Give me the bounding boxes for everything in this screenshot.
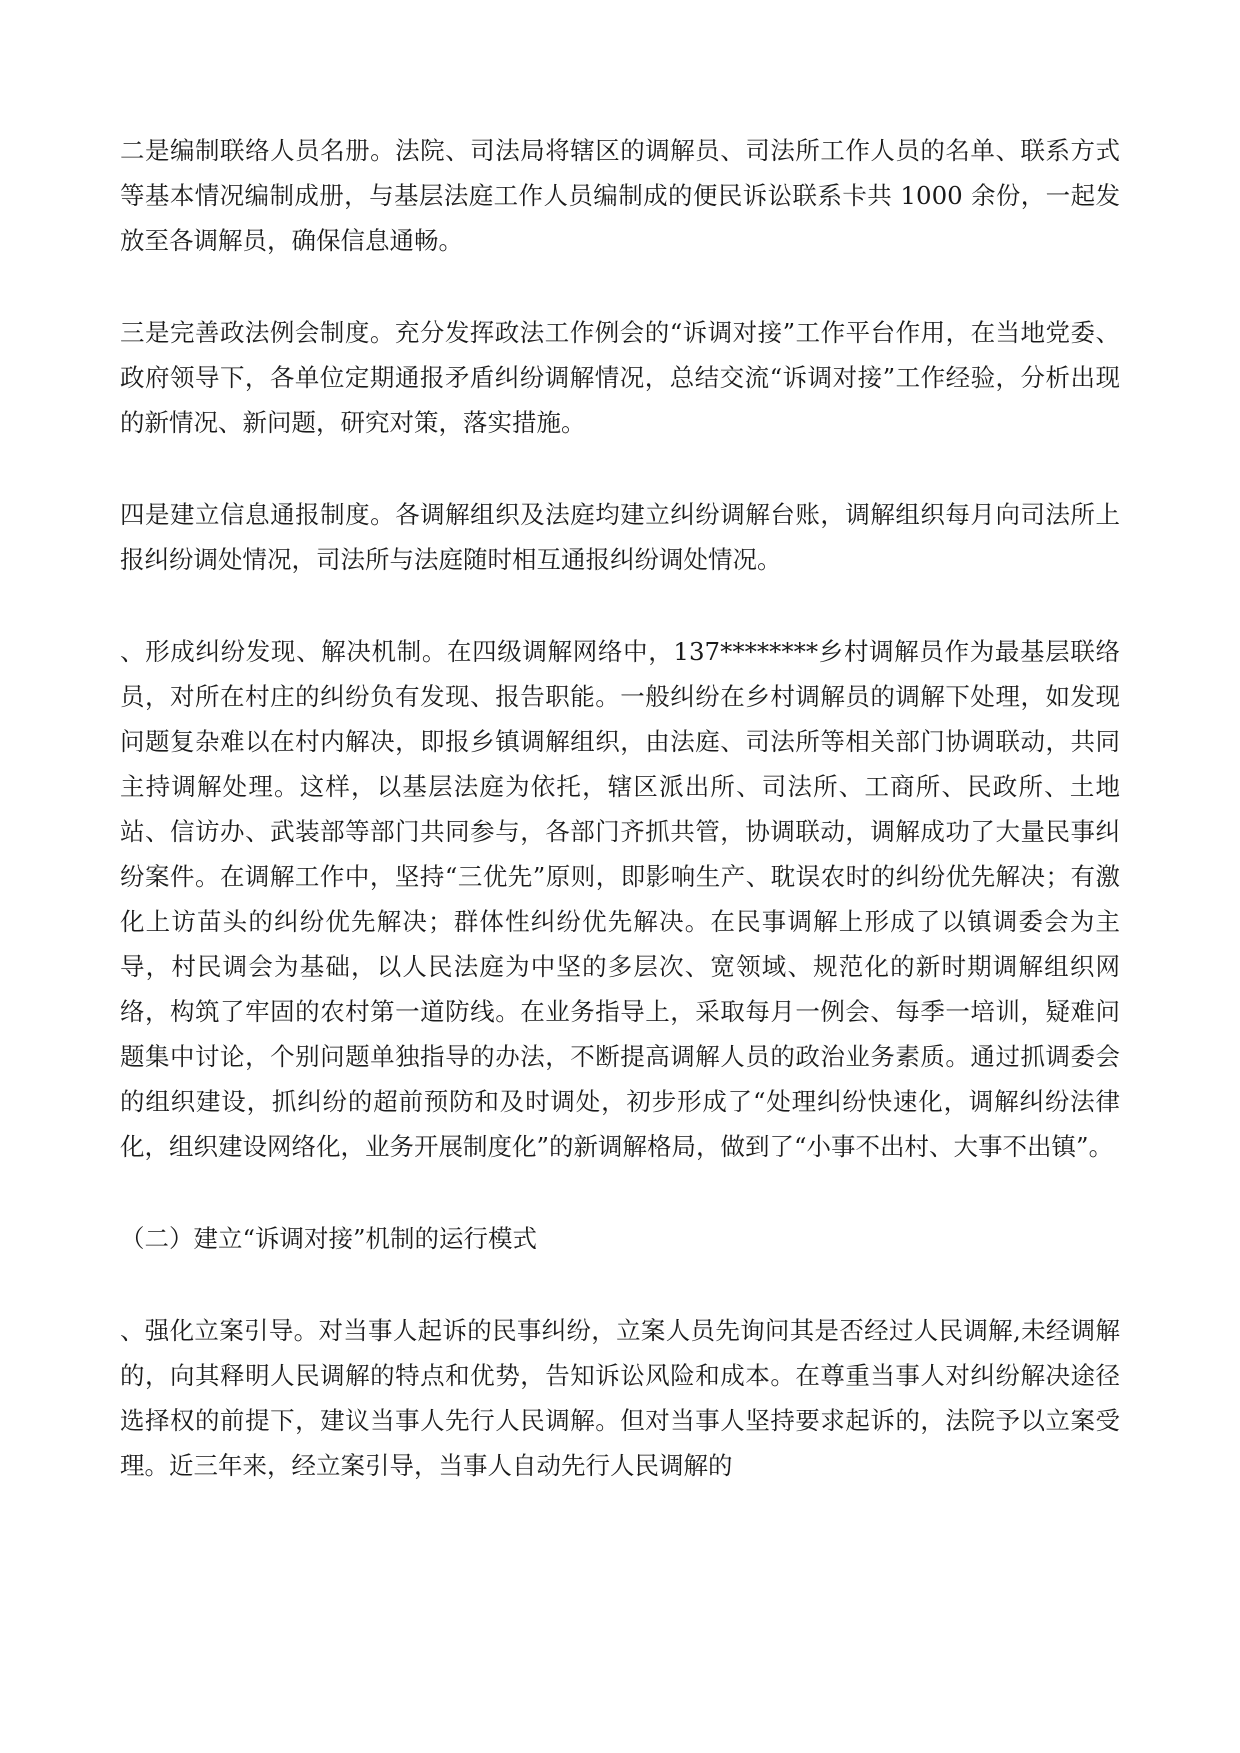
section-heading-operation-mode: （二）建立“诉调对接”机制的运行模式 bbox=[120, 1224, 538, 1253]
paragraph-contact-roster: 二是编制联络人员名册。法院、司法局将辖区的调解员、司法所工作人员的名单、联系方式等基本情况编制成册，与基层法庭工作人员编制成的便民诉讼联系卡共 1000 余份，一起发放至各调解员，确保信息通畅。 bbox=[120, 136, 1120, 255]
paragraph-dispute-mechanism: 、形成纠纷发现、解决机制。在四级调解网络中，137********乡村调解员作为最基层联络员，对所在村庄的纠纷负有发现、报告职能。一般纠纷在乡村调解员的调解下处理，如发现问题复杂难以在村内解决，即报乡镇调解组织，由法庭、司法所等相关部门协调联动，共同主持调解处理。这样，以基层法庭为依托，辖区派出所、司法所、工商所、民政所、土地站、信访办、武装部等部门共同参与，各部门齐抓共管，协调联动，调解成功了大量民事纠纷案件。在调解工作中，坚持“三优先”原则，即影响生产、耽误农时的纠纷优先解决；有激化上访苗头的纠纷优先解决；群体性纠纷优先解决。在民事调解上形成了以镇调委会为主导，村民调会为基础，以人民法庭为中坚的多层次、宽领域、规范化的新时期调解组织网络，构筑了牢固的农村第一道防线。在业务指导上，采取每月一例会、每季一培训，疑难问题集中讨论，个别问题单独指导的办法，不断提高调解人员的政治业务素质。通过抓调委会的组织建设，抓纠纷的超前预防和及时调处，初步形成了“处理纠纷快速化，调解纠纷法律化，组织建设网络化，业务开展制度化”的新调解格局，做到了“小事不出村、大事不出镇”。 bbox=[120, 637, 1120, 1161]
paragraph-political-legal-meeting: 三是完善政法例会制度。充分发挥政法工作例会的“诉调对接”工作平台作用，在当地党委、政府领导下，各单位定期通报矛盾纠纷调解情况，总结交流“诉调对接”工作经验，分析出现的新情况、新问题，研究对策，落实措施。 bbox=[120, 318, 1120, 437]
document-page bbox=[120, 128, 1120, 1535]
paragraph-information-reporting: 四是建立信息通报制度。各调解组织及法庭均建立纠纷调解台账，调解组织每月向司法所上报纠纷调处情况，司法所与法庭随时相互通报纠纷调处情况。 bbox=[120, 500, 1120, 574]
paragraph-filing-guidance: 、强化立案引导。对当事人起诉的民事纠纷，立案人员先询问其是否经过人民调解,未经调解的，向其释明人民调解的特点和优势，告知诉讼风险和成本。在尊重当事人对纠纷解决途径选择权的前提下，建议当事人先行人民调解。但对当事人坚持要求起诉的，法院予以立案受理。近三年来，经立案引导，当事人自动先行人民调解的 bbox=[120, 1316, 1120, 1480]
